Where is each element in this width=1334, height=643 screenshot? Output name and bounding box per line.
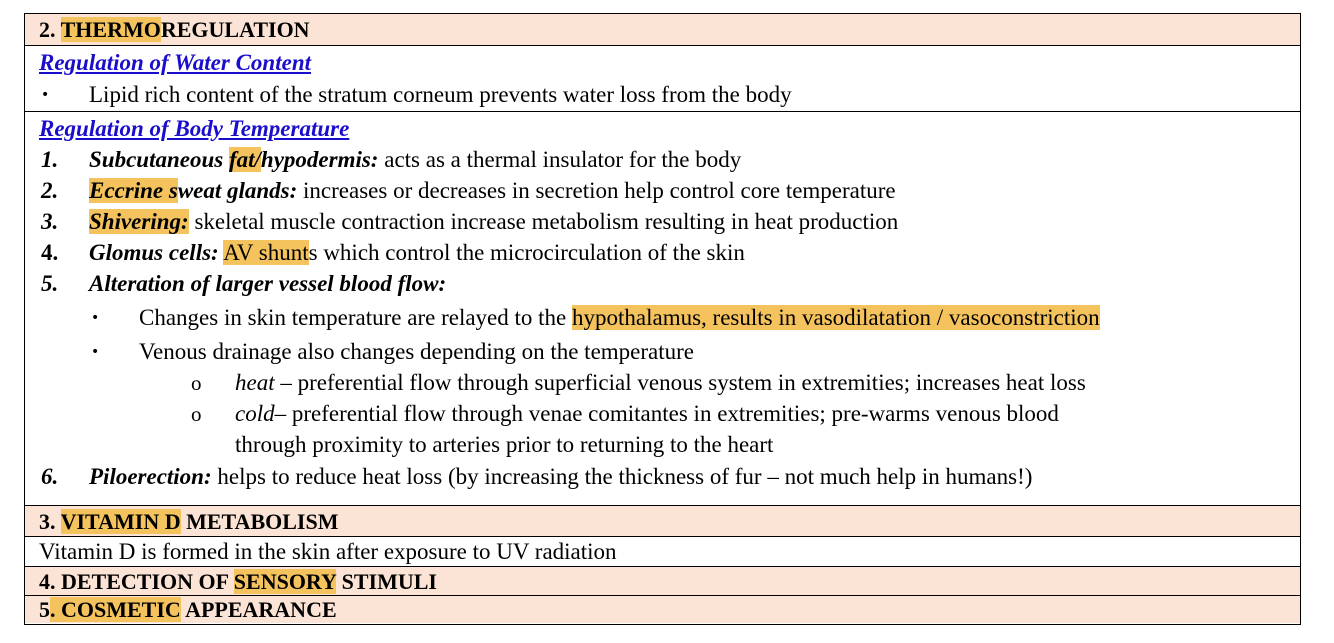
- item-5-bullet-a: Changes in skin temperature are relayed to the hypothalamus, results in vasodilatation / vasoconstriction: [139, 305, 1100, 330]
- item-2-text: Eccrine sweat glands: increases or decreases in secretion help control core temperature: [89, 178, 896, 203]
- cold-line-continued: through proximity to arteries prior to returning to the heart: [235, 432, 774, 457]
- item-2-number: 2.: [41, 178, 59, 203]
- item-1-text: Subcutaneous fat/hypodermis: acts as a thermal insulator for the body: [89, 147, 742, 172]
- section-2-title: 2. THERMOREGULATION: [39, 17, 310, 42]
- section-4-header: [25, 567, 1300, 596]
- sub-bullet-marker: o: [191, 371, 202, 395]
- water-content-text: Lipid rich content of the stratum corneum prevents water loss from the body: [89, 82, 792, 107]
- item-5-number: 5.: [41, 271, 59, 296]
- water-content-heading: Regulation of Water Content: [39, 50, 312, 75]
- item-3-text: Shivering: skeletal muscle contraction increase metabolism resulting in heat production: [89, 209, 899, 234]
- section-5-header: [25, 596, 1300, 623]
- section-2-header: [25, 14, 1300, 46]
- water-content-block: [25, 46, 1300, 112]
- section-3-header: [25, 506, 1300, 537]
- vitamin-d-text: Vitamin D is formed in the skin after exposure to UV radiation: [39, 539, 617, 564]
- sub-bullet-marker: o: [191, 402, 202, 426]
- item-5-bullet-b: Venous drainage also changes depending on the temperature: [139, 339, 694, 364]
- item-4-number: 4.: [41, 240, 59, 265]
- section-4-title: 4. DETECTION OF SENSORY STIMULI: [39, 569, 437, 594]
- item-5-term: Alteration of larger vessel blood flow:: [89, 271, 447, 296]
- cold-line: cold– preferential flow through venae comitantes in extremities; pre-warms venous blood: [235, 401, 1059, 426]
- item-4-text: Glomus cells: AV shunts which control the microcirculation of the skin: [89, 240, 745, 265]
- item-6-text: Piloerection: helps to reduce heat loss (by increasing the thickness of fur – not much help in humans!): [89, 464, 1033, 489]
- item-6-number: 6.: [41, 464, 59, 489]
- item-3-number: 3.: [41, 209, 59, 234]
- heat-line: heat – preferential flow through superficial venous system in extremities; increases heat loss: [235, 370, 1086, 395]
- vitamin-d-block: [25, 537, 1300, 567]
- bullet-marker: •: [41, 87, 50, 103]
- body-temperature-block: [25, 112, 1300, 506]
- section-3-title: 3. VITAMIN D METABOLISM: [39, 509, 339, 534]
- body-temperature-heading: Regulation of Body Temperature: [39, 116, 350, 141]
- section-5-title: 5. COSMETIC APPEARANCE: [39, 597, 337, 622]
- bullet-marker: •: [91, 310, 100, 326]
- bullet-marker: •: [91, 344, 100, 360]
- notes-table: [24, 13, 1301, 625]
- item-1-number: 1.: [41, 147, 59, 172]
